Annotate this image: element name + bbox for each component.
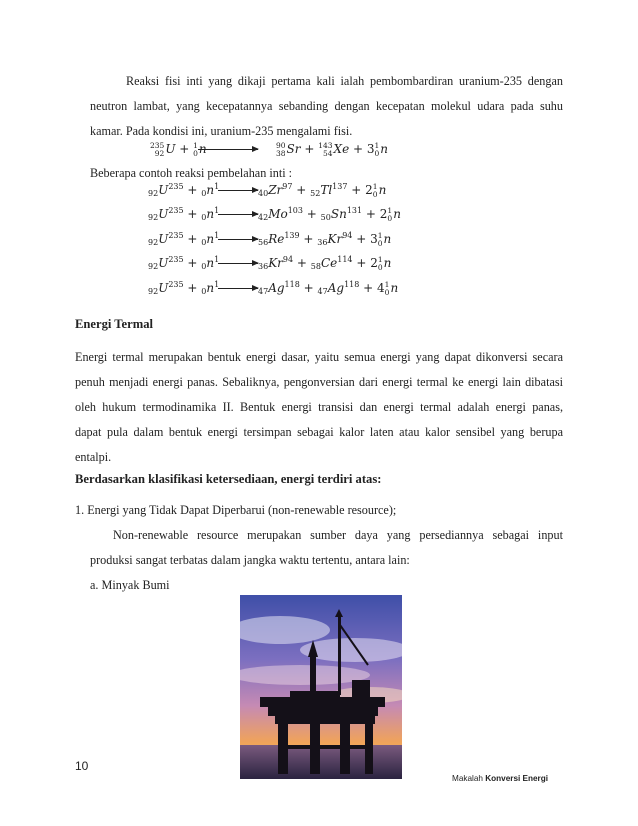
thermal-line-1: Energi termal merupakan bentuk energi dasar, yaitu semua energi yang dapat dikonversi secara (75, 350, 563, 364)
reaction-row: $92U^{235} + 0n^1$ $47Ag^{118} + 47Ag^{118} + 41$ 0n (148, 279, 399, 297)
paragraph-1-line-1: Reaksi fisi inti yang dikaji pertama kali ialah pembombardiran uranium-235 dengan (126, 74, 563, 88)
reaction-row: $92U^{235} + 0n^1$ $42Mo^{103} + 50Sn^{131} + 21$ 0n (148, 205, 401, 223)
nonrenewable-line-2: produksi sangat terbatas dalam jangka waktu tertentu, antara lain: (90, 553, 410, 567)
paragraph-1-line-3: kamar. Pada kondisi ini, uranium-235 mengalami fisi. (90, 124, 353, 138)
reaction-arrow (218, 263, 258, 264)
thermal-line-3: oleh hukum termodinamika II. Bentuk energi transisi dan energi termal adalah energi panas, (75, 400, 563, 414)
sub-item-a: a. Minyak Bumi (90, 578, 170, 592)
thermal-line-5: entalpi. (75, 450, 112, 464)
footer: Makalah Konversi Energi (452, 774, 549, 783)
reaction-row: $92U^{235} + 0n^1$ $40Zr^{97} + 52Tl^{137} + 21$ 0n (148, 181, 387, 199)
nonrenewable-line-1: Non-renewable resource merupakan sumber daya yang persediannya sebagai input (113, 528, 563, 542)
reaction-arrow (218, 239, 258, 240)
thermal-line-2: penuh menjadi energi panas. Sebaliknya, pengonversian dari energi termal ke energi lain dibatasi (75, 375, 563, 389)
oil-platform-image (240, 595, 402, 779)
reaction-row: $92U^{235} + 0n^1$ $36Kr^{94} + 58Ce^{114} + 21$ 0n (148, 254, 392, 272)
reaction-arrow (198, 149, 258, 150)
examples-intro: Beberapa contoh reaksi pembelahan inti : (90, 166, 293, 180)
reaction-row: $92U^{235} + 0n^1$ $56Re^{139} + 36Kr^{94} + 31$ 0n (148, 230, 392, 248)
reaction-arrow (218, 288, 258, 289)
thermal-line-4: dapat pula dalam bentuk energi tersimpan sebagai kalor laten atau kalor sensibel yang berupa (75, 425, 563, 439)
heading-energi-termal: Energi Termal (75, 317, 154, 331)
paragraph-1-line-2: neutron lambat, yang kecepatannya sebanding dengan kecepatan molekul udara pada suhu (90, 99, 563, 113)
page-number: 10 (75, 759, 89, 773)
heading-classification: Berdasarkan klasifikasi ketersediaan, energi terdiri atas: (75, 472, 382, 486)
list-item-1: 1. Energi yang Tidak Dapat Diperbarui (non-renewable resource); (75, 503, 397, 517)
fission-equation: 235 92U + 1 0n 90 38Sr + 143 54Xe + 31 0n (150, 140, 389, 158)
uranium-symbol: U (165, 142, 176, 156)
reaction-arrow (218, 214, 258, 215)
reaction-arrow (218, 190, 258, 191)
